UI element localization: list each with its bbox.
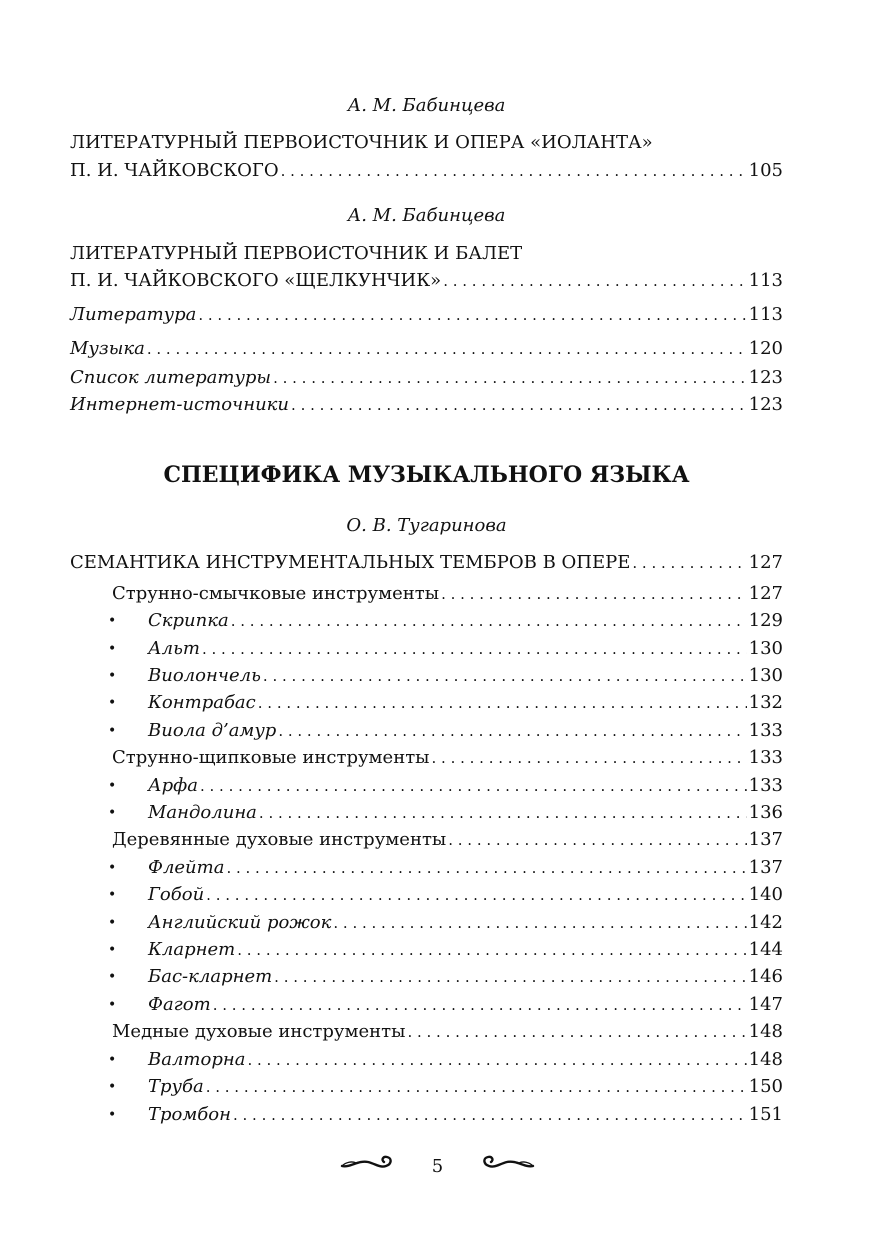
page-number: 146 [748,966,783,987]
leader-dots [632,551,746,575]
leader-dots [263,664,747,688]
page-number: 140 [748,884,783,905]
leader-dots [258,691,747,715]
leader-dots [231,609,747,633]
author-name: О. В. Тугаринова [346,515,507,536]
toc-item [148,1103,783,1127]
leader-dots [226,856,746,880]
item-label: Арфа [148,775,198,796]
page-number: 130 [748,665,783,686]
page-number: 151 [748,1104,783,1125]
item-label: Флейта [148,857,225,878]
page-number: 133 [748,775,783,796]
leader-dots [278,719,746,743]
item-label: Мандолина [148,802,257,823]
toc-subentry [70,303,783,327]
item-label: Альт [148,638,200,659]
page-number: 113 [748,270,783,291]
page-number-footer: 5 [431,1156,444,1177]
leader-dots [448,828,746,852]
right-ornament-icon [479,1152,535,1182]
item-label: Скрипка [148,610,229,631]
toc-item [148,1048,783,1072]
section-title: СПЕЦИФИКА МУЗЫКАЛЬНОГО ЯЗЫКА [163,462,690,488]
author-name: А. М. Бабинцева [347,205,506,226]
page-number: 137 [748,857,783,878]
bullet-icon: • [108,1079,117,1095]
leader-dots [407,1020,746,1044]
page-number: 129 [748,610,783,631]
toc-item [148,1075,783,1099]
subentry-label: Литература [70,304,197,325]
leader-dots [233,1103,747,1127]
item-label: Контрабас [148,692,256,713]
leader-dots [198,303,746,327]
group-label: Струнно-смычковые инструменты [112,583,440,604]
page-number: 113 [748,304,783,325]
item-label: Кларнет [148,939,236,960]
toc-item [148,883,783,907]
toc-item [148,801,783,825]
leader-dots [206,1075,747,1099]
toc-item [148,637,783,661]
bullet-icon: • [108,805,117,821]
left-ornament-icon [340,1152,396,1182]
group-label: Деревянные духовые инструменты [112,829,447,850]
leader-dots [247,1048,746,1072]
page-number: 133 [748,747,783,768]
page-number: 127 [748,552,783,573]
bullet-icon: • [108,723,117,739]
toc-entry [70,269,783,293]
page-number: 120 [748,338,783,359]
toc-entry [70,551,783,575]
page-number: 123 [748,394,783,415]
leader-dots [274,965,746,989]
toc-group [112,582,783,606]
toc-item [148,719,783,743]
bullet-icon: • [108,1107,117,1123]
toc-item [148,911,783,935]
entry-title: П. И. ЧАЙКОВСКОГО «ЩЕЛКУНЧИК» [70,270,442,291]
entry-title: СЕМАНТИКА ИНСТРУМЕНТАЛЬНЫХ ТЕМБРОВ В ОПЕРЕ [70,552,631,573]
page-number: 150 [748,1076,783,1097]
toc-item [148,609,783,633]
item-label: Виола д’амур [148,720,277,741]
leader-dots [281,159,747,183]
page-number: 132 [748,692,783,713]
bullet-icon: • [108,969,117,985]
toc-group [112,1020,783,1044]
item-label: Фагот [148,994,211,1015]
group-label: Медные духовые инструменты [112,1021,406,1042]
toc-group [112,828,783,852]
leader-dots [202,637,747,661]
bullet-icon: • [108,641,117,657]
bullet-icon: • [108,668,117,684]
item-label: Английский рожок [148,912,332,933]
toc-item [148,774,783,798]
leader-dots [213,993,747,1017]
bullet-icon: • [108,997,117,1013]
leader-dots [441,582,747,606]
toc-item [148,993,783,1017]
page-number: 148 [748,1049,783,1070]
page-number: 127 [748,583,783,604]
leader-dots [237,938,746,962]
subentry-label: Список литературы [70,367,272,388]
toc-item [148,691,783,715]
group-label: Струнно-щипковые инструменты [112,747,430,768]
page-number: 147 [748,994,783,1015]
toc-entry [70,159,783,183]
bullet-icon: • [108,1052,117,1068]
bullet-icon: • [108,915,117,931]
page-number: 133 [748,720,783,741]
leader-dots [206,883,746,907]
entry-title: ЛИТЕРАТУРНЫЙ ПЕРВОИСТОЧНИК И ОПЕРА «ИОЛАНТА» [70,132,653,153]
bullet-icon: • [108,778,117,794]
entry-title: П. И. ЧАЙКОВСКОГО [70,160,279,181]
leader-dots [432,746,747,770]
toc-item [148,938,783,962]
item-label: Виолончель [148,665,261,686]
page-number: 105 [748,160,783,181]
bullet-icon: • [108,613,117,629]
bullet-icon: • [108,695,117,711]
leader-dots [273,366,747,390]
toc-item [148,856,783,880]
leader-dots [443,269,746,293]
toc-subentry [70,393,783,417]
bullet-icon: • [108,887,117,903]
page-footer [0,1152,875,1182]
leader-dots [333,911,746,935]
page-number: 123 [748,367,783,388]
bullet-icon: • [108,942,117,958]
entry-title: ЛИТЕРАТУРНЫЙ ПЕРВОИСТОЧНИК И БАЛЕТ [70,243,523,264]
page-number: 142 [748,912,783,933]
toc-subentry [70,337,783,361]
author-name: А. М. Бабинцева [347,95,506,116]
item-label: Бас-кларнет [148,966,273,987]
item-label: Тромбон [148,1104,231,1125]
page-number: 130 [748,638,783,659]
leader-dots [147,337,747,361]
page-number: 136 [748,802,783,823]
page-number: 137 [748,829,783,850]
toc-subentry [70,366,783,390]
leader-dots [200,774,747,798]
leader-dots [291,393,747,417]
item-label: Труба [148,1076,204,1097]
item-label: Валторна [148,1049,246,1070]
leader-dots [259,801,747,825]
toc-item [148,664,783,688]
page-number: 144 [748,939,783,960]
item-label: Гобой [148,884,205,905]
subentry-label: Музыка [70,338,145,359]
bullet-icon: • [108,860,117,876]
toc-item [148,965,783,989]
subentry-label: Интернет-источники [70,394,290,415]
toc-group [112,746,783,770]
page-number: 148 [748,1021,783,1042]
